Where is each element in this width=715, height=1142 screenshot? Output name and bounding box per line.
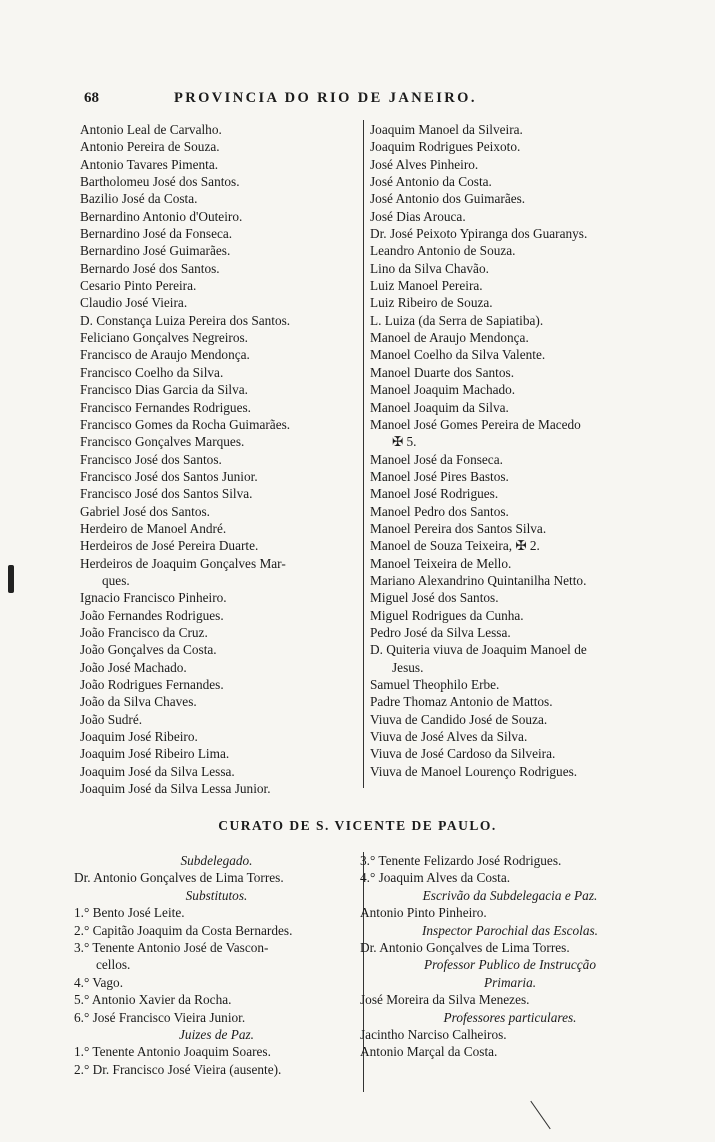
list-item: Joaquim Rodrigues Peixoto. [370, 139, 521, 155]
list-item: Lino da Silva Chavão. [370, 260, 489, 276]
binding-mark [8, 565, 14, 593]
list-item: D. Quiteria viuva de Joaquim Manoel de [370, 642, 587, 658]
list-item: Feliciano Gonçalves Negreiros. [80, 330, 249, 346]
list-item: João José Machado. [80, 659, 187, 675]
list-item: 4.° Joaquim Alves da Costa. [360, 870, 511, 886]
list-item: Manoel Duarte dos Santos. [370, 364, 515, 380]
list-item: Antonio Tavares Pimenta. [80, 156, 219, 172]
list-item: Luiz Manoel Pereira. [370, 278, 483, 294]
list-item: José Dias Arouca. [370, 208, 466, 224]
list-item: Francisco de Araujo Mendonça. [80, 347, 250, 363]
list-item: Joaquim José Ribeiro. [80, 729, 198, 745]
list-item-continuation: ques. [102, 572, 130, 588]
list-item: Herdeiros de José Pereira Duarte. [80, 538, 259, 554]
list-item: Antonio Pinto Pinheiro. [360, 905, 487, 921]
list-item: Joaquim Manoel da Silveira. [370, 122, 523, 137]
list-item: 2.° Dr. Francisco José Vieira (ausente). [74, 1061, 282, 1077]
list-item: Miguel Rodrigues da Cunha. [370, 607, 524, 623]
list-item: Bernardino José da Fonseca. [80, 226, 233, 242]
list-item: Francisco José dos Santos. [80, 451, 222, 467]
list-item: 2.° Capitão Joaquim da Costa Bernardes. [74, 922, 293, 938]
list-item: Francisco Dias Garcia da Silva. [80, 382, 249, 398]
list-item: Manoel José Gomes Pereira de Macedo [370, 416, 581, 432]
list-item: João Fernandes Rodrigues. [80, 607, 224, 623]
column-divider [363, 120, 364, 788]
subheading: Escrivão da Subdelegacia e Paz. [422, 887, 598, 903]
pen-stroke [530, 1101, 550, 1129]
list-item: Francisco Gonçalves Marques. [80, 434, 245, 450]
list-item: João Rodrigues Fernandes. [80, 677, 224, 692]
list-item: Manoel Pereira dos Santos Silva. [370, 520, 547, 536]
list-item: Manoel José Pires Bastos. [370, 468, 509, 484]
list-item: João Sudré. [80, 711, 143, 727]
list-item: L. Luiza (da Serra de Sapiatiba). [370, 312, 544, 328]
list-item: Mariano Alexandrino Quintanilha Netto. [370, 572, 587, 588]
list-item: Antonio Leal de Carvalho. [80, 122, 222, 137]
list-item: José Antonio da Costa. [370, 174, 492, 190]
section-right-column [360, 852, 660, 1061]
list-item: Padre Thomaz Antonio de Mattos. [370, 694, 553, 710]
list-item: Manoel José Rodrigues. [370, 486, 499, 502]
list-item: Francisco José dos Santos Junior. [80, 468, 258, 484]
list-item: Francisco Gomes da Rocha Guimarães. [80, 416, 291, 432]
list-item: D. Constança Luiza Pereira dos Santos. [80, 312, 291, 328]
list-item: Cesario Pinto Pereira. [80, 278, 197, 294]
list-item: Leandro Antonio de Souza. [370, 243, 516, 259]
list-item: Jacintho Narciso Calheiros. [360, 1026, 507, 1042]
list-item: José Alves Pinheiro. [370, 156, 479, 172]
list-item: Antonio Pereira de Souza. [80, 139, 220, 155]
left-name-list [80, 121, 362, 797]
list-item: Herdeiro de Manoel André. [80, 520, 227, 536]
list-item: Francisco José dos Santos Silva. [80, 486, 253, 502]
list-item: 3.° Tenente Antonio José de Vascon- [74, 939, 269, 955]
list-item: 1.° Tenente Antonio Joaquim Soares. [74, 1044, 271, 1060]
list-item-continuation: ✠ 5. [392, 434, 417, 450]
list-item: Manoel Joaquim da Silva. [370, 399, 509, 415]
list-item: José Moreira da Silva Menezes. [360, 992, 530, 1008]
list-item: 5.° Antonio Xavier da Rocha. [74, 992, 232, 1008]
list-item: Manoel de Souza Teixeira, ✠ 2. [370, 538, 540, 554]
list-item: Pedro José da Silva Lessa. [370, 624, 511, 640]
list-item: João da Silva Chaves. [80, 694, 197, 710]
list-item: Manoel Teixeira de Mello. [370, 555, 512, 571]
subheading: Professor Publico de Instrucção [424, 957, 596, 973]
list-item: Manoel José da Fonseca. [370, 451, 503, 467]
list-item: Bernardino Antonio d'Outeiro. [80, 208, 243, 224]
list-item: Samuel Theophilo Erbe. [370, 677, 500, 692]
list-item: Dr. Antonio Gonçalves de Lima Torres. [74, 870, 284, 886]
list-item: Francisco Coelho da Silva. [80, 364, 224, 380]
list-item: Viuva de Candido José de Souza. [370, 711, 548, 727]
list-item: Joaquim José da Silva Lessa. [80, 763, 235, 779]
list-item: Luiz Ribeiro de Souza. [370, 295, 493, 311]
list-item: Dr. Antonio Gonçalves de Lima Torres. [360, 939, 570, 955]
list-item: Gabriel José dos Santos. [80, 503, 211, 519]
list-item: Manoel de Araujo Mendonça. [370, 330, 529, 346]
section-left-column [74, 852, 359, 1078]
page-title: PROVINCIA DO RIO DE JANEIRO. [174, 90, 477, 106]
list-item: Miguel José dos Santos. [370, 590, 499, 606]
list-item: Manoel Coelho da Silva Valente. [370, 347, 546, 363]
list-item: 1.° Bento José Leite. [74, 905, 185, 921]
list-item: Viuva de José Alves da Silva. [370, 729, 528, 745]
list-item: Claudio José Vieira. [80, 295, 188, 311]
subheading: Professores particulares. [443, 1009, 577, 1025]
subheading: Primaria. [483, 974, 537, 990]
page-header [84, 90, 564, 110]
subheading: Juizes de Paz. [179, 1026, 254, 1042]
list-item: Bazilio José da Costa. [80, 191, 198, 207]
list-item-continuation: Jesus. [392, 659, 424, 675]
list-item: Ignacio Francisco Pinheiro. [80, 590, 227, 606]
list-item: Joaquim José da Silva Lessa Junior. [80, 781, 271, 797]
list-item: Herdeiros de Joaquim Gonçalves Mar- [80, 555, 286, 571]
list-item: João Francisco da Cruz. [80, 624, 208, 640]
list-item: Bernardo José dos Santos. [80, 260, 220, 276]
list-item: João Gonçalves da Costa. [80, 642, 217, 658]
list-item: Manoel Joaquim Machado. [370, 382, 516, 398]
list-item: 6.° José Francisco Vieira Junior. [74, 1009, 246, 1025]
list-item: José Antonio dos Guimarães. [370, 191, 526, 207]
list-item: Joaquim José Ribeiro Lima. [80, 746, 230, 762]
list-item: Viuva de Manoel Lourenço Rodrigues. [370, 763, 578, 779]
list-item: Bartholomeu José dos Santos. [80, 174, 240, 190]
right-name-list [370, 121, 660, 780]
page-number: 68 [84, 90, 99, 106]
list-item: Viuva de José Cardoso da Silveira. [370, 746, 556, 762]
subheading: Subdelegado. [180, 853, 253, 868]
list-item: Manoel Pedro dos Santos. [370, 503, 509, 519]
list-item: 4.° Vago. [74, 974, 124, 990]
list-item: Dr. José Peixoto Ypiranga dos Guaranys. [370, 226, 588, 242]
subheading: Substitutos. [185, 887, 248, 903]
list-item: Francisco Fernandes Rodrigues. [80, 399, 251, 415]
section-title: CURATO DE S. VICENTE DE PAULO. [218, 818, 497, 833]
subheading: Inspector Parochial das Escolas. [421, 922, 599, 938]
list-item: Antonio Marçal da Costa. [360, 1044, 498, 1060]
list-item: Bernardino José Guimarães. [80, 243, 231, 259]
list-item: 3.° Tenente Felizardo José Rodrigues. [360, 853, 562, 868]
list-item-continuation: cellos. [96, 957, 131, 973]
